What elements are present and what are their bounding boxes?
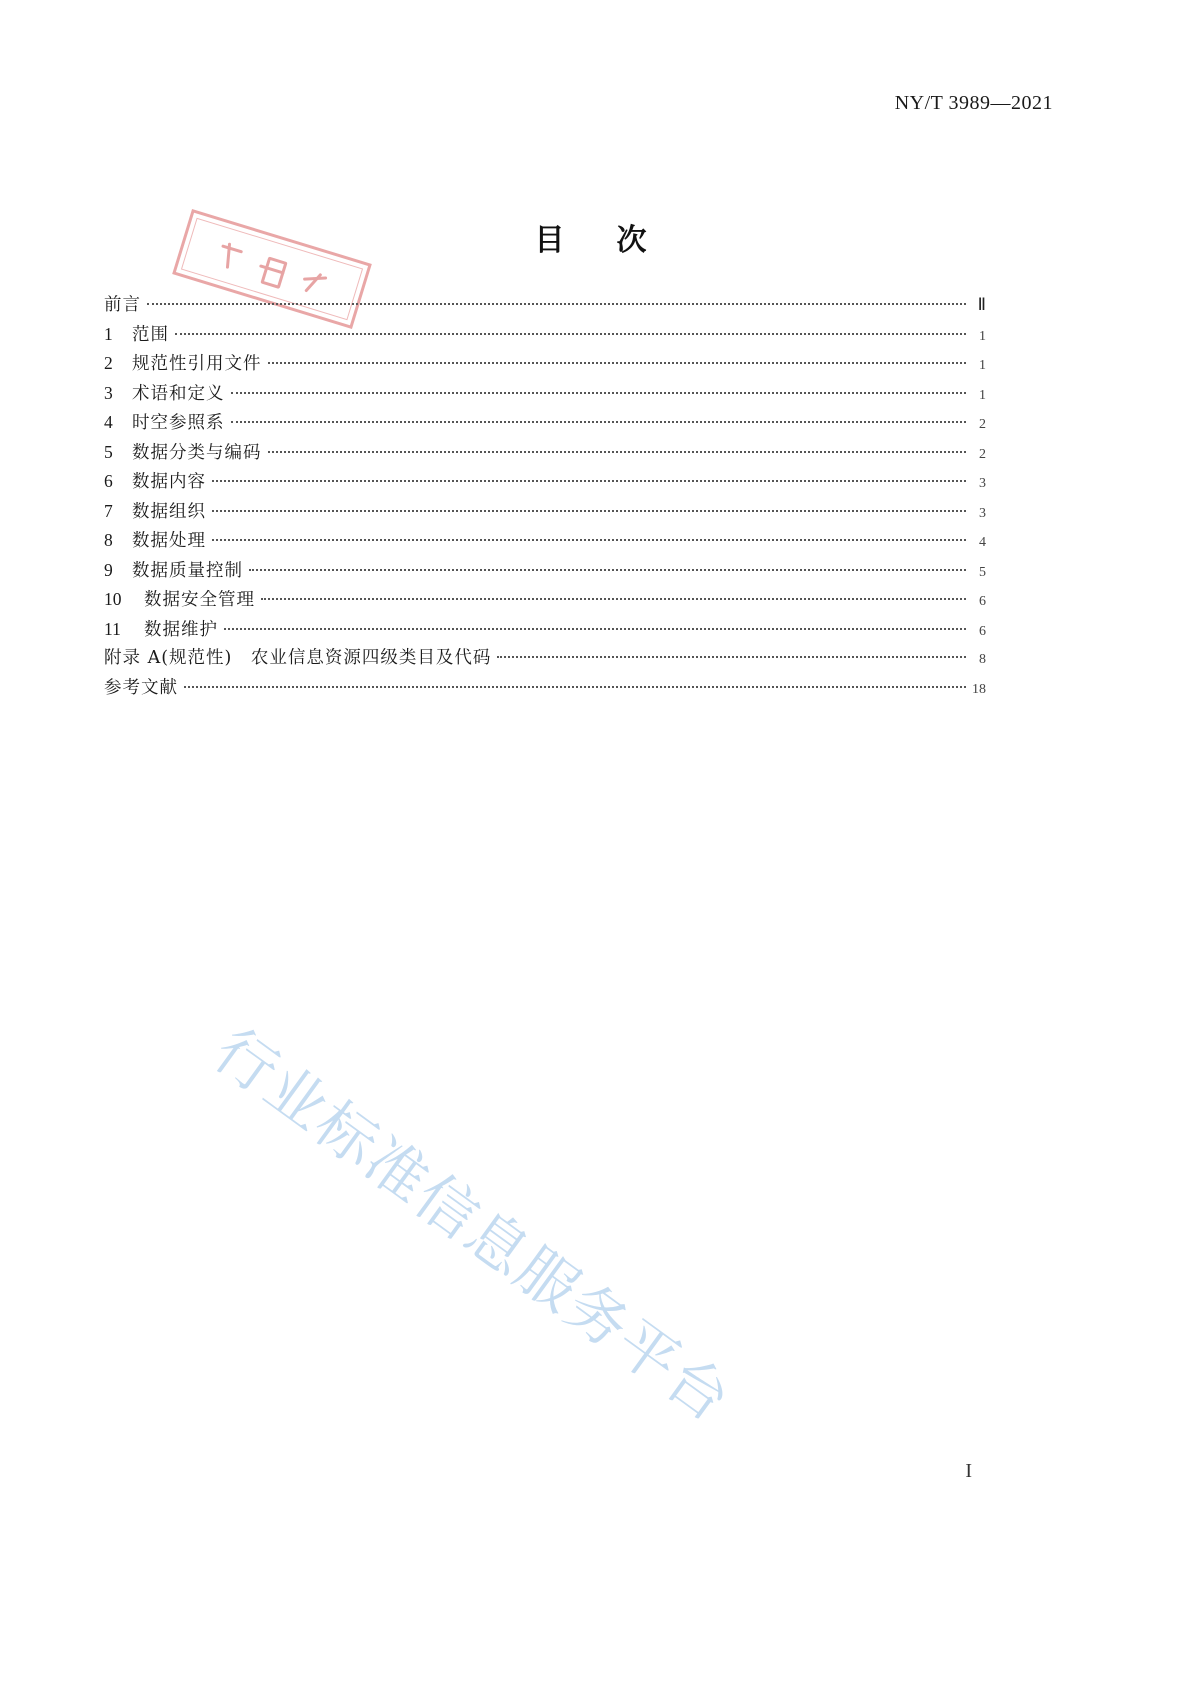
toc-entry-11[interactable] xyxy=(104,615,986,645)
toc-entry-page: 6 xyxy=(979,594,986,609)
toc-entry-page: 8 xyxy=(979,652,986,667)
toc-entry-page: 1 xyxy=(979,387,986,403)
standard-code: NY/T 3989—2021 xyxy=(894,92,1053,114)
toc-entry-10[interactable] xyxy=(104,585,986,615)
toc-entry-label: 数据安全管理 xyxy=(144,590,255,610)
toc-entry-label: 数据维护 xyxy=(144,619,218,640)
toc-entry-page: 3 xyxy=(979,505,986,521)
toc-entry-label: 前言 xyxy=(104,295,141,315)
toc-entry-9[interactable] xyxy=(104,556,986,586)
toc-entry-6[interactable] xyxy=(104,467,986,497)
toc-leader-dots xyxy=(175,333,966,335)
toc-entry-5[interactable] xyxy=(104,438,986,468)
toc-entry-1[interactable] xyxy=(104,320,986,350)
toc-entry-page: 6 xyxy=(979,623,986,639)
toc-entry-page: 2 xyxy=(979,446,986,462)
toc-entry-number: 11 xyxy=(104,618,121,639)
toc-leader-dots xyxy=(231,392,967,394)
toc-leader-dots xyxy=(497,656,966,658)
toc-entry-8[interactable] xyxy=(104,526,986,556)
toc-leader-dots xyxy=(268,362,967,364)
page-title: 目次 xyxy=(534,223,699,258)
toc-entry-page: 18 xyxy=(972,681,986,697)
stamp-glyph xyxy=(211,237,248,274)
toc-entry-label: 数据分类与编码 xyxy=(132,442,262,463)
toc-entry-label: 时空参照系 xyxy=(132,413,225,433)
page-number: I xyxy=(965,1460,972,1482)
toc-entry-label: 数据质量控制 xyxy=(132,560,243,581)
toc-entry-page: 5 xyxy=(979,564,986,580)
toc-entry-bibliography[interactable] xyxy=(104,674,986,704)
toc-leader-dots xyxy=(261,598,966,600)
toc-entry-page: 1 xyxy=(979,328,986,344)
toc-entry-page: 1 xyxy=(979,358,986,373)
toc-leader-dots xyxy=(212,510,966,512)
toc-entry-page: Ⅱ xyxy=(977,295,986,314)
toc-entry-number: 9 xyxy=(104,559,113,580)
toc-entry-label: 数据组织 xyxy=(132,501,206,522)
toc-entry-page: 2 xyxy=(979,417,986,432)
toc-entry-number: 2 xyxy=(104,353,113,373)
toc-entry-3[interactable] xyxy=(104,379,986,409)
toc-leader-dots xyxy=(224,628,966,630)
toc-entry-label: 数据内容 xyxy=(132,472,206,492)
toc-leader-dots xyxy=(212,539,966,541)
toc-leader-dots xyxy=(212,480,966,482)
toc-leader-dots xyxy=(249,569,966,571)
watermark-text: 行业标准信息服务平台 xyxy=(201,1015,744,1437)
toc-entry-number: 10 xyxy=(104,589,122,609)
toc-entry-4[interactable] xyxy=(104,408,986,438)
toc-leader-dots xyxy=(268,451,967,453)
toc-entry-number: 4 xyxy=(104,412,113,432)
toc-entry-label: 附录 A(规范性) 农业信息资源四级类目及代码 xyxy=(104,648,492,668)
toc-entry-number: 5 xyxy=(104,441,113,462)
toc-leader-dots xyxy=(147,303,966,305)
table-of-contents xyxy=(104,290,986,703)
toc-entry-number: 6 xyxy=(104,471,113,491)
toc-leader-dots xyxy=(184,686,966,688)
toc-entry-page: 4 xyxy=(979,535,986,550)
toc-entry-7[interactable] xyxy=(104,497,986,527)
toc-entry-label: 数据处理 xyxy=(132,531,206,551)
toc-entry-label: 参考文献 xyxy=(104,677,178,698)
toc-entry-label: 范围 xyxy=(132,324,169,345)
toc-entry-number: 1 xyxy=(104,323,113,344)
toc-entry-foreword[interactable] xyxy=(104,290,986,320)
toc-entry-label: 术语和定义 xyxy=(132,383,225,404)
toc-leader-dots xyxy=(231,421,967,423)
toc-entry-page: 3 xyxy=(979,476,986,491)
stamp-glyph xyxy=(253,250,290,287)
toc-entry-2[interactable] xyxy=(104,349,986,379)
toc-entry-label: 规范性引用文件 xyxy=(132,354,262,374)
toc-entry-appendix-a[interactable] xyxy=(104,644,986,674)
toc-entry-number: 8 xyxy=(104,530,113,550)
toc-entry-number: 3 xyxy=(104,382,113,403)
toc-entry-number: 7 xyxy=(104,500,113,521)
